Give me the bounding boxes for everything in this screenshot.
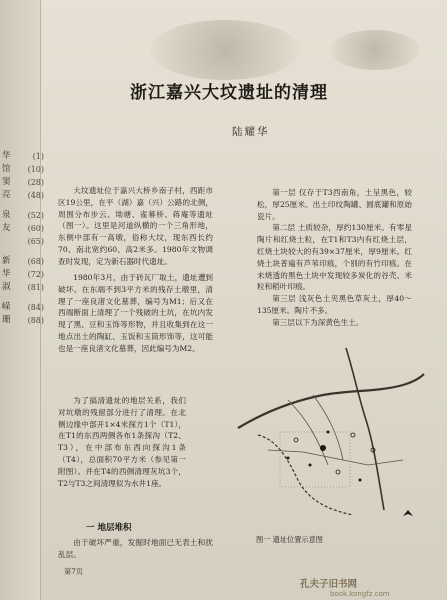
paragraph: 为了搞清遗址的地层关系，我们对坑墩的残留部分进行了清理。在北侧边缘中部开1×4米探方1个（T1），在T1的东西两侧各布1条探沟（T2、T3），在中部布东西向探沟1条（T4），总面积70平方米（参见第一附图）。并在T4的西侧清理灰坑3个，T2与T3之间清理似为水井1座。 <box>58 396 186 488</box>
ink-bleed-stain <box>150 20 300 80</box>
toc-item: 新 (68) <box>2 256 44 266</box>
toc-item: 嵘 (84) <box>2 302 44 312</box>
town-marker-icon <box>336 470 340 474</box>
toc-item: 华 (72) <box>2 269 44 279</box>
river-line <box>346 348 384 510</box>
toc-item: 华 (1) <box>2 151 44 161</box>
section-heading: 一 地层堆积 <box>86 523 132 533</box>
toc-item: (65) <box>27 237 44 246</box>
village-marker-icon <box>359 479 362 482</box>
article-title: 浙江嘉兴大坟遗址的清理 <box>130 83 328 103</box>
toc-item: 亮 (48) <box>2 190 44 200</box>
body-text-column <box>58 537 213 561</box>
body-text-column <box>58 395 186 489</box>
toc-item: 淑 (81) <box>2 282 44 292</box>
table-of-contents-fragment <box>2 150 44 327</box>
body-text-column <box>58 185 213 268</box>
site-marker-icon <box>320 445 326 451</box>
ink-bleed-stain <box>330 30 420 70</box>
village-marker-icon <box>287 457 290 460</box>
toc-item: 泉 (52) <box>2 210 44 220</box>
toc-item: 珊 (88) <box>2 315 44 325</box>
coastline <box>238 374 424 428</box>
paragraph: 由于破坏严重，发掘时地面已无表土和扰乱层。 <box>58 538 213 559</box>
toc-item: 窦 (28) <box>2 177 44 187</box>
page-number: 第7页 <box>64 567 83 576</box>
village-marker-icon <box>309 464 312 467</box>
toc-item: 友 (60) <box>2 223 44 233</box>
watermark-text: 孔夫子旧书网 <box>300 579 358 590</box>
paragraph: 大坟遗址位于嘉兴大桥乡南子村，西距市区19公里，在平（湖）嘉（兴）公路的北侧，周围分布步云、坳塘、雀幕桥、蒋庵等遗址（图一）。这里是河道纵横的一个三角形地，东侧中部有一高墩，俗称大坟，现东西长约70、南北宽约60、高2米多。1980年文物调查时发现，定为新石器时代遗址。 <box>58 186 213 266</box>
town-marker-icon <box>351 433 355 437</box>
body-text-column <box>257 187 412 329</box>
watermark-url: book.kongfz.com <box>330 590 390 598</box>
map-drawing <box>228 340 428 530</box>
village-marker-icon <box>327 431 330 434</box>
site-location-map <box>228 340 428 530</box>
paragraph: 第三层以下为深黄色生土。 <box>272 317 364 327</box>
boundary-line <box>258 435 353 515</box>
paragraph: 1980年3月，由于砖瓦厂取土，遗址遭到破坏。在东端不到3平方米的残存土墩里，清理了一座良渚文化墓葬，编号为M1；后又在西端断面上清理了一个残破的土坑，在坑内发现了黑、豆和玉饰等形物，并且收集到在这一地点出土的陶缸、玉饭和玉筒形饰等，这可能也是一座良渚文化墓葬，因此编号为M2。 <box>58 273 213 353</box>
north-arrow-icon <box>403 510 413 516</box>
paragraph: 第一层 仅存于T3西南角，土呈黑色，较松，厚25厘米。出土印纹陶罐、圆底罐和原始瓷片。 <box>257 188 412 221</box>
body-text-column <box>58 272 213 355</box>
article-author: 陆耀华 <box>232 126 270 138</box>
paragraph: 第三层 浅灰色土夹黑色草灰土，厚40～135厘米。陶片不多。 <box>257 294 412 315</box>
toc-item: 馆 (10) <box>2 164 44 174</box>
figure-caption: 图一 遗址位置示意图 <box>256 535 323 544</box>
town-marker-icon <box>294 438 298 442</box>
paragraph: 第二层 土质较杂，厚约130厘米。有零星陶片和红烧土粒，在T1和T3内有红烧土层，红烧土块较大的有39×37厘米，厚9厘米。红烧土块普遍有芦苇印痕，个别的有竹印痕。在未烧透的黑色土块中发现较多炭化的谷壳、米粒和稻叶印痕。 <box>257 223 412 292</box>
